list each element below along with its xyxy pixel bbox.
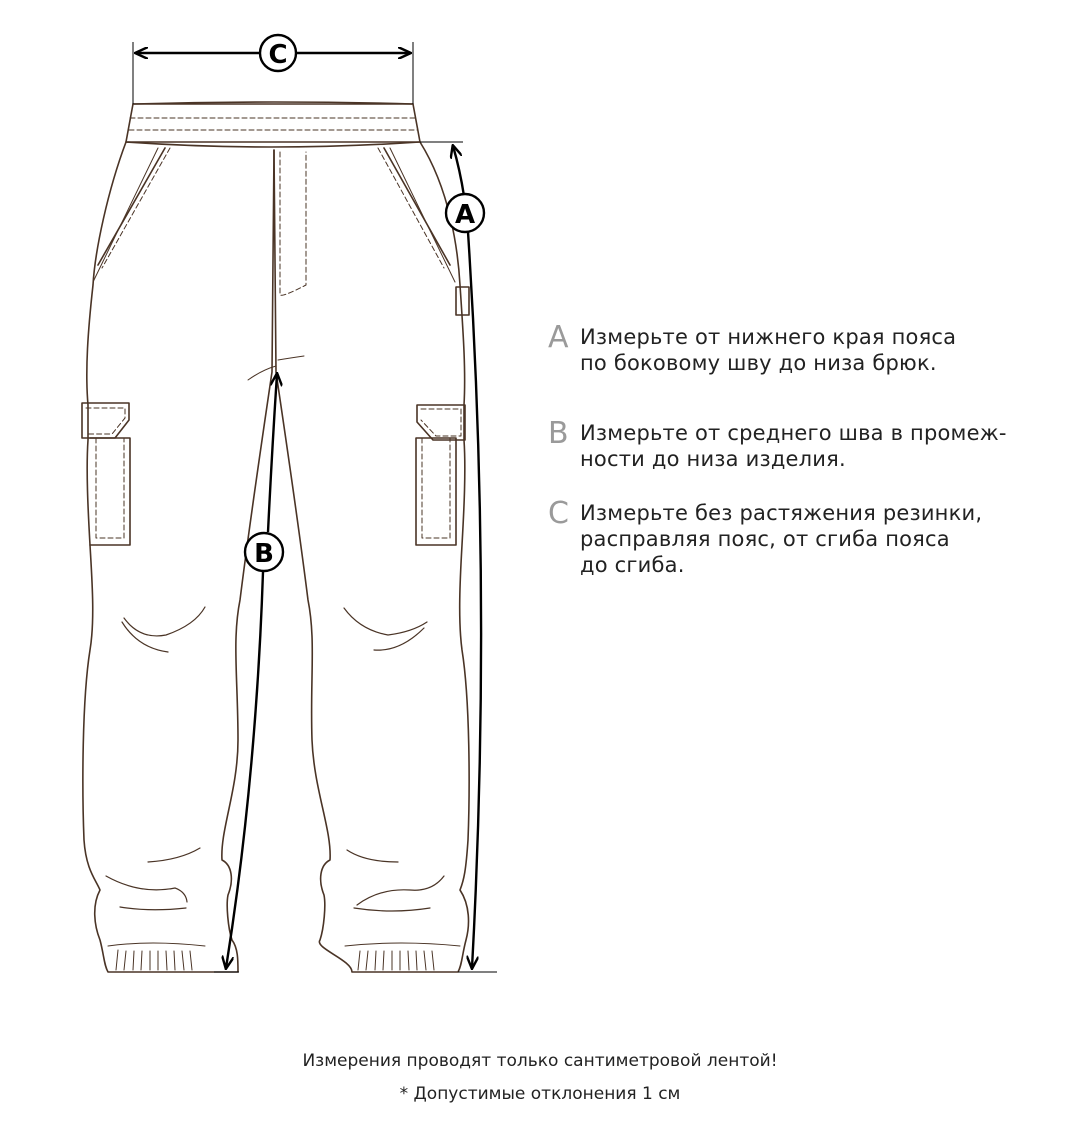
legend-letter: A [548, 320, 569, 355]
legend-text: по боковому шву до низа брюк. [580, 351, 937, 375]
cuff-right [345, 943, 460, 970]
legend-text: ности до низа изделия. [580, 447, 846, 471]
right-leg-outline [274, 142, 469, 972]
tolerance-note: * Допустимые отклонения 1 см [399, 1084, 681, 1104]
marker-b [245, 533, 283, 571]
legend-text: Измерьте от нижнего края пояса [580, 325, 957, 349]
knee-folds [122, 607, 427, 652]
guide-lines [133, 42, 497, 972]
svg-text:B: B [254, 539, 274, 569]
marker-c [260, 35, 296, 71]
legend-text: Измерьте от среднего шва в промеж- [580, 421, 1007, 445]
measurement-note: Измерения проводят только сантиметровой лентой! [302, 1051, 778, 1071]
svg-text:C: C [268, 40, 288, 70]
measure-b-arrow [226, 374, 277, 968]
front-pocket-right [378, 148, 455, 282]
marker-a [446, 194, 484, 232]
legend-text: Измерьте без растяжения резинки, [580, 501, 983, 525]
legend-letter: C [548, 496, 569, 531]
cuff-left [108, 943, 205, 970]
legend-text: до сгиба. [580, 553, 685, 577]
legend-letter: B [548, 416, 569, 451]
svg-text:A: A [454, 200, 476, 230]
legend-text: расправляя пояс, от сгиба пояса [580, 527, 950, 551]
cargo-pocket-right [416, 405, 465, 545]
waistband [126, 102, 420, 147]
ankle-folds [106, 848, 444, 911]
